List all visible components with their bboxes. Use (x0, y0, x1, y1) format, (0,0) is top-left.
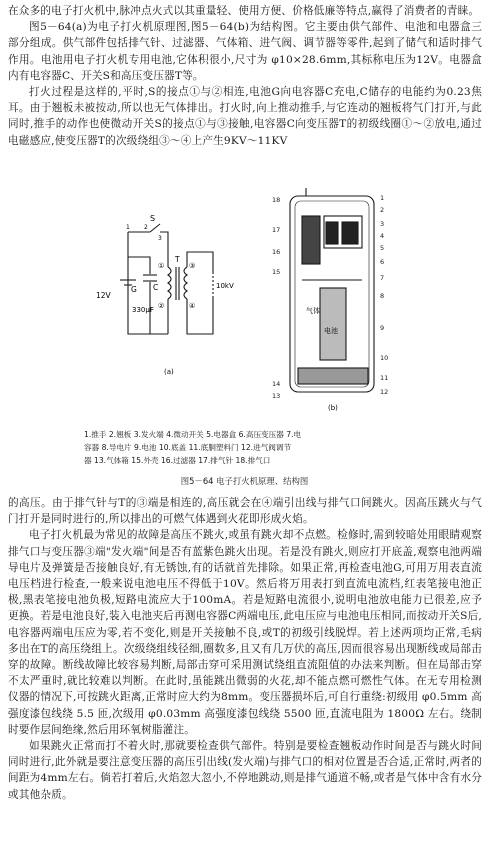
paragraph: 打火过程是这样的,平时,S的接点①与②相连,电池G向电容器C充电,C储存的电能约为0.23焦耳。由于翘板未被按动,所以也无气体排出。打火时,向上推动推手,与它连动的翘板将气门打开,与此同时,推手的动作也使微动开关S的接点①与③接触,电容器C向变压器T的初级线圈①～②放电,通过电磁感应,使变压器T的次级绕组③～④上产生9KV～11KV (8, 86, 482, 147)
paragraph: 的高压。由于排气针与T的③端是相连的,高压就会在④端引出线与排气口间跳火。因高压跳火与气门打开是同时进行的,所以排出的可燃气体遇到火花即形成火焰。 (8, 497, 482, 526)
pin-1: ① (158, 262, 165, 270)
paragraph: 图5－64(a)为电子打火机原理图,图5－64(b)为结构图。它主要由供气部件、电池和电器盒三部分组成。供气部件包括排气针、过滤器、气体箱、进气阀、调节器等零件,起到了储气和适时排气作用。电池用电子打火机专用电池,它体积很小,尺寸为 φ10×28.6mm,其标称电压为12V。电器盒内有电容器C、开关S和高压变压器T等。 (8, 21, 482, 82)
switch-contact-3: 3 (158, 235, 162, 242)
legend-line: 器 13.气体箱 15.外壳 16.过滤器 17.排气针 18.排气口 (84, 456, 271, 465)
gas-label: 气体 (306, 307, 320, 315)
paragraph: 电子打火机最为常见的故障是高压不跳火,或虽有跳火却不点燃。检修时,需到较暗处用眼睛观察排气口与变压器③端"发火端"间是否有蓝紫色跳火出现。若是没有跳火,则应打开底盖,观察电池两端导电片及弹簧是否接触良好,有无锈蚀,有的话就首先排除。如果正常,再检查电池G,可用万用表直流电压档进行检查,一般来说电池电压不得低于10V。然后将万用表打到直流电流档,红表笔接电池正极,黑表笔接电池负极,短路电流应大于100mA。若是短路电流很小,说明电池放电能力已很差,应予更换。若是电池良好,装入电池夹后再测电容器C两端电压,此电压应与电池电压相同,而按动开关S后,电容器两端电压应为零,若不变化,则是开关接触不良,或T的初级引线脱焊。若上述两项均正常,毛病多出在T的高压绕组上。次级绕组线径细,圈数多,且又有几万伏的高压,因而很容易出现断线或局部击穿的故障。断线故障比较容易判断,局部击穿可采用测试绕组直流阻值的办法来判断。但在局部击穿不太严重时,就比较难以判断。在此时,虽能跳出微弱的火花,却不能点燃可燃性气体。在无专用检测仪器的情况下,可按跳火距离,正常时应大约为8mm。变压器损坏后,可自行重绕:初级用 φ0.5mm 高强度漆包线绕 5.5 匝,次级用 φ0.03mm 高强度漆包线绕 5500 匝,直流电阻为 1800Ω 左右。绕制时要作层间绝缘,然后用环氧树脂灌注。 (8, 529, 482, 736)
part-label-16: 16 (272, 248, 281, 256)
hv-label: 10kV (216, 282, 234, 290)
part-label-11: 11 (380, 374, 389, 382)
part-label-13: 13 (272, 392, 281, 400)
part-label-8: 8 (380, 292, 385, 300)
figure-legend (84, 428, 414, 467)
part-label-9: 9 (380, 324, 385, 332)
part-label-1: 1 (380, 194, 385, 202)
part-label-3: 3 (380, 220, 385, 228)
cell-label: 电池 (324, 327, 338, 335)
part-label-7: 7 (380, 274, 385, 282)
part-label-6: 6 (380, 258, 385, 266)
schematic-diagram (88, 212, 238, 382)
part-label-14: 14 (272, 380, 281, 388)
transformer-label: T (175, 255, 180, 264)
capacitor-label: C (153, 283, 159, 292)
part-label-17: 17 (272, 226, 281, 234)
switch-label: S (150, 214, 156, 223)
part-label-4: 4 (380, 232, 385, 240)
part-label-18: 18 (272, 196, 281, 204)
part-label-12: 12 (380, 388, 389, 396)
pin-4: ④ (189, 302, 196, 310)
battery-label: G (131, 285, 137, 294)
part-label-15: 15 (272, 268, 281, 276)
switch-contact-1: 1 (126, 224, 130, 231)
sub-caption-a: (a) (164, 368, 174, 376)
part-label-10: 10 (380, 354, 389, 362)
part-label-5: 5 (380, 244, 385, 252)
switch-contact-2: 2 (144, 224, 148, 231)
legend-line: 容器 8.导电片 9.电池 10.底盖 11.底胴塑料门 12.进气阀调节 (84, 443, 292, 452)
text-block-bottom (8, 495, 482, 803)
pin-2: ② (158, 302, 165, 310)
capacitor-value: 330μF (132, 306, 154, 314)
text-block-top (8, 3, 482, 149)
paragraph: 如果跳火正常而打不着火时,那就要检查供气部件。特别是要检查翘板动作时间是否与跳火时间同时进行,此外就是要注意变压器的高压引出线(发火端)与排气口的相对位置是否合适,正常时,两者的间距为4mm左右。倘若打着后,火焰忽大忽小,不停地跳动,则是排气通道不畅,或者是气体中含有水分或其他杂质。 (8, 740, 482, 801)
voltage-label: 12V (96, 291, 111, 300)
figure-caption: 图5－64 电子打火机原理、结构图 (180, 476, 309, 486)
paragraph: 在众多的电子打火机中,脉冲点火式以其重量轻、使用方便、价格低廉等特点,赢得了消费者的青睐。 (8, 5, 480, 17)
part-label-2: 2 (380, 206, 385, 214)
legend-line: 1.推手 2.翘板 3.发火端 4.微动开关 5.电器盒 6.高压变压器 7.电 (84, 430, 302, 439)
pin-3: ③ (189, 262, 196, 270)
structure-diagram (262, 188, 412, 424)
sub-caption-b: (b) (328, 404, 338, 412)
